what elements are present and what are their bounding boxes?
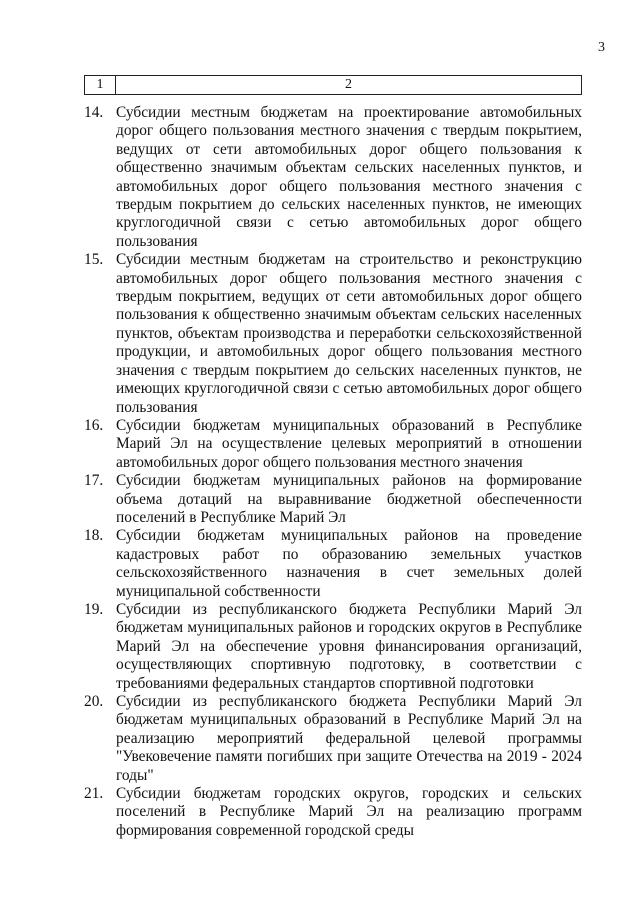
item-text: Субсидии бюджетам муниципальных районов на формирование объема дотаций на выравнивание бюджетной обеспеченности поселений в Республике Марий Эл — [116, 472, 582, 526]
item-text: Субсидии бюджетам муниципальных образований в Республике Марий Эл на осуществление целевых мероприятий в отношении автомобильных дорог общего пользования местного значения — [116, 416, 582, 471]
column-header-table — [84, 75, 582, 95]
item-text: Субсидии из республиканского бюджета Республики Марий Эл бюджетам муниципальных образований в Республике Марий Эл на реализацию мероприятий федеральной целевой программы "Увековечение памяти погибших при защите Отечества на 2019 - 2024 годы" — [116, 693, 582, 784]
item-number: 16. — [84, 416, 104, 434]
list-item — [84, 104, 582, 251]
column-header-2: 2 — [116, 76, 582, 95]
item-number: 15. — [84, 251, 104, 269]
item-number: 17. — [84, 472, 104, 490]
item-text: Субсидии местным бюджетам на строительство и реконструкцию автомобильных дорог общего пользования местного значения с твердым покрытием, ведущих от сети автомобильных дорог общего пользования к общественно значимым объектам сельских населенных пунктов, объектам производства и переработки сельскохозяйственной продукции, и автомобильных дорог общего пользования местного значения с твердым покрытием до сельских населенных пунктов, не имеющих круглогодичной связи с сетью автомобильных дорог общего пользования — [116, 251, 582, 416]
item-text: Субсидии местным бюджетам на проектирование автомобильных дорог общего пользования местного значения с твердым покрытием, ведущих от сети автомобильных дорог общего пользования к общественно значимым объектам сельских населенных пунктов, и автомобильных дорог общего пользования местного значения с твердым покрытием до сельских населенных пунктов, не имеющих круглогодичной связи с сетью автомобильных дорог общего пользования — [116, 104, 582, 250]
item-number: 18. — [84, 527, 104, 545]
list-item — [84, 527, 582, 601]
page-number: 3 — [598, 40, 605, 55]
item-number: 14. — [84, 104, 104, 121]
list-item — [84, 693, 582, 785]
item-number: 20. — [84, 693, 104, 710]
item-text: Субсидии бюджетам муниципальных районов на проведение кадастровых работ по образованию земельных участков сельскохозяйственного назначения в счет земельных долей муниципальной собственности — [116, 527, 582, 600]
list-item — [84, 417, 582, 472]
list-item — [84, 472, 582, 527]
item-number: 21. — [84, 785, 104, 803]
list-item — [84, 601, 582, 693]
column-header-1: 1 — [85, 76, 116, 95]
list-item — [84, 251, 582, 417]
subsidy-list — [84, 104, 582, 840]
item-text: Субсидии бюджетам городских округов, городских и сельских поселений в Республике Марий Эл на реализацию программ формирования современной городской среды — [116, 785, 582, 839]
item-text: Субсидии из республиканского бюджета Республики Марий Эл бюджетам муниципальных районов и городских округов в Республике Марий Эл на обеспечение уровня финансирования организаций, осуществляющих спортивную подготовку, в соответствии с требованиями федеральных стандартов спортивной подготовки — [116, 600, 582, 692]
item-number: 19. — [84, 600, 104, 618]
list-item — [84, 785, 582, 840]
